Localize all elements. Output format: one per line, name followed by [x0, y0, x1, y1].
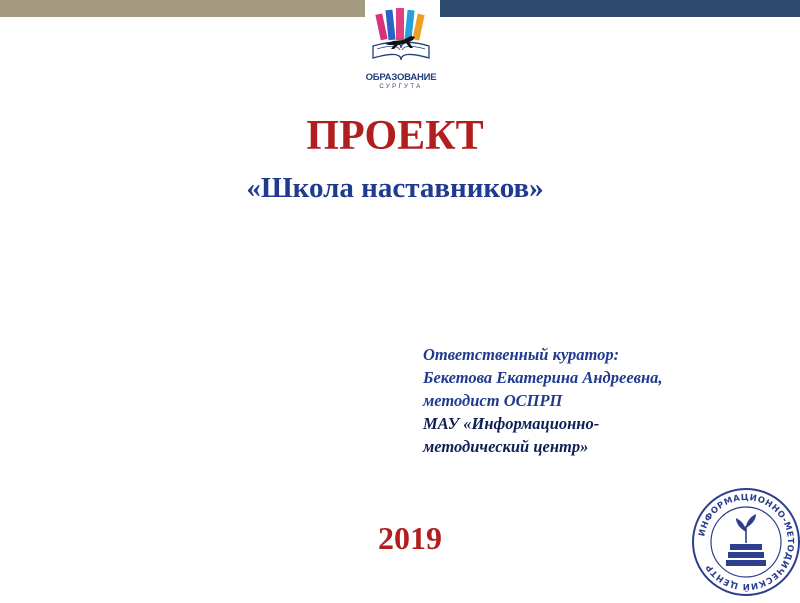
logo-books-icon: [363, 2, 439, 74]
year: 2019: [378, 520, 442, 556]
logo-name: ОБРАЗОВАНИЕ: [365, 72, 437, 83]
logo: [363, 2, 439, 94]
curator-label: Ответственный куратор:: [423, 345, 620, 364]
header-bar-right: [440, 0, 800, 17]
curator-block: [423, 343, 743, 458]
curator-position: методист ОСПРП: [423, 391, 563, 410]
logo-subtitle: СУРГУТА: [379, 84, 423, 90]
page-subtitle: «Школа наставников»: [246, 172, 544, 204]
header-bar-left: [0, 0, 365, 17]
curator-org-line2: методический центр»: [423, 437, 589, 456]
page-title: ПРОЕКТ: [306, 113, 484, 159]
seal-text: ИНФОРМАЦИОННО-МЕТОДИЧЕСКИЙ ЦЕНТР: [697, 492, 796, 592]
imc-seal-icon: [690, 486, 800, 598]
curator-name: Бекетова Екатерина Андреевна,: [423, 368, 663, 387]
imc-seal: [690, 486, 800, 598]
curator-org-line1: МАУ «Информационно-: [423, 414, 600, 433]
